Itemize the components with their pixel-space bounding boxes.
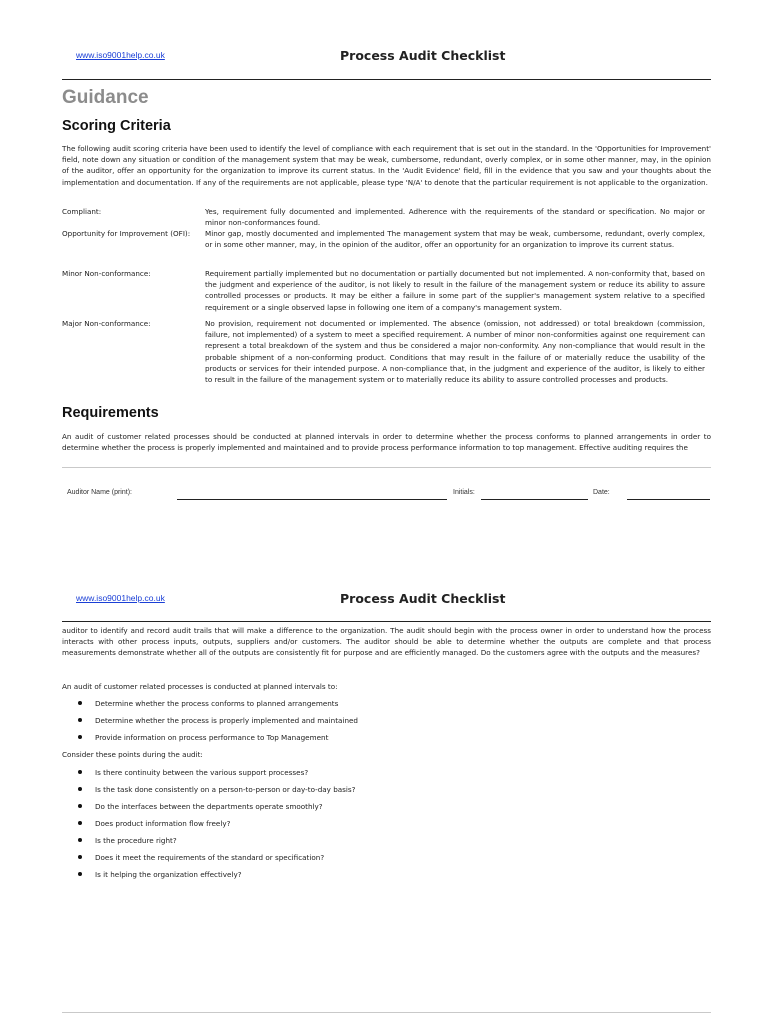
footer-divider — [62, 1012, 711, 1013]
website-link[interactable]: www.iso9001help.co.uk — [76, 50, 165, 60]
initials-label: Initials: — [453, 489, 475, 496]
criteria-description: No provision, requirement not documented or implemented. The absence (omission, not addressed) or total breakdown (commission, failure, not implemented) of a system to meet a specified requirement. A number of minor non-conformities against one requirement can represent a total breakdown of the system and thus be considered a major non-conformity. Any non-compliance that would result in the probable shipment of a non-conforming product. Conditions that may result in the failure of or materially reduce the usability of the products or services for their intended purpose. A non-compliance that, in the judgment and experience of the auditor, is likely to either to result in the failure of the management system or to materially reduce its ability to assure controlled processes and products. — [205, 319, 705, 385]
criteria-term: Major Non-conformance: — [62, 319, 151, 328]
criteria-description: Minor gap, mostly documented and implemented The management system that may be weak, cumbersome, redundant, overly complex, or in some other manner, may, in the opinion of the auditor, offer an opportunity for an organization to improve its current status. — [205, 229, 705, 250]
list-item-text: Is the task done consistently on a person-to-person or day-to-day basis? — [95, 785, 356, 794]
list-item — [62, 732, 711, 749]
scoring-intro-paragraph: The following audit scoring criteria have been used to identify the level of compliance with each requirement that is set out in the standard. In the 'Opportunities for Improvement' field, note down any situation or condition of the management system that may be weak, cumbersome, redundant, overly complex, or in some other manner, may, in the opinion of the auditor, offer an opportunity for the organization to improve its current status. In the 'Audit Evidence' field, fill in the evidence that you saw and your thoughts about the implementation and documentation. If any of the requirements are not applicable, please type 'N/A' to denote that the particular requirement is not applicable to the organization. — [62, 144, 711, 187]
scoring-criteria-heading: Scoring Criteria — [62, 118, 171, 134]
list-item — [62, 801, 711, 818]
bullet-icon — [78, 821, 82, 825]
list-item — [62, 818, 711, 835]
list-item-text: Determine whether the process is properly implemented and maintained — [95, 716, 358, 725]
date-label: Date: — [593, 489, 610, 496]
list-item — [62, 784, 711, 801]
bullet-icon — [78, 735, 82, 739]
list-item — [62, 869, 711, 886]
auditor-name-label: Auditor Name (print): — [67, 489, 132, 496]
website-link[interactable]: www.iso9001help.co.uk — [76, 593, 165, 603]
guidance-heading: Guidance — [62, 87, 149, 108]
list-item-text: Is it helping the organization effectively? — [95, 870, 242, 879]
bullet-icon — [78, 701, 82, 705]
criteria-term: Minor Non-conformance: — [62, 269, 151, 278]
requirements-paragraph: An audit of customer related processes should be conducted at planned intervals in order to determine whether the process conforms to planned arrangements in order to determine whether the process is properly implemented and maintained and to provide process performance information to top management. Effective auditing requires the — [62, 432, 711, 453]
initials-field[interactable] — [481, 499, 588, 500]
list-item-text: Does product information flow freely? — [95, 819, 231, 828]
audit-objectives-list — [62, 698, 711, 749]
list-item-text: Determine whether the process conforms to planned arrangements — [95, 699, 339, 708]
list-item — [62, 698, 711, 715]
list-item — [62, 852, 711, 869]
criteria-term: Compliant: — [62, 207, 102, 216]
consider-list-intro: Consider these points during the audit: — [62, 750, 203, 759]
list-item-text: Do the interfaces between the departments operate smoothly? — [95, 802, 323, 811]
footer-divider — [62, 467, 711, 468]
criteria-term: Opportunity for Improvement (OFI): — [62, 229, 191, 238]
requirements-heading: Requirements — [62, 405, 159, 421]
date-field[interactable] — [627, 499, 710, 500]
list-item — [62, 715, 711, 732]
criteria-description: Yes, requirement fully documented and implemented. Adherence with the requirements of the standard or specification. No major or minor non-conformances found. — [205, 207, 705, 228]
list-item-text: Is the procedure right? — [95, 836, 177, 845]
bullet-icon — [78, 787, 82, 791]
list-item-text: Is there continuity between the various support processes? — [95, 768, 309, 777]
bullet-icon — [78, 804, 82, 808]
list-item — [62, 767, 711, 784]
list-item-text: Does it meet the requirements of the standard or specification? — [95, 853, 325, 862]
header-divider — [62, 621, 711, 622]
header-divider — [62, 79, 711, 80]
consider-points-list — [62, 767, 711, 886]
bullet-icon — [78, 838, 82, 842]
requirements-continued-paragraph: auditor to identify and record audit trails that will make a difference to the organization. The audit should begin with the process owner in order to understand how the process interacts with other process inputs, outputs, suppliers and/or customers. The auditor should be able to determine whether the outputs are complete and that process measurements demonstrate whether all of the outputs are consistently fit for purpose and are efficiently managed. Do the customers agree with the outputs and the measures? — [62, 626, 711, 658]
list-item — [62, 835, 711, 852]
bullet-icon — [78, 855, 82, 859]
auditor-name-field[interactable] — [177, 499, 447, 500]
criteria-description: Requirement partially implemented but no documentation or partially documented but not implemented. A non-conformity that, based on the judgment and experience of the auditor, is not likely to result in the failure of the management system or reduce its ability to assure controlled processes or products. It may be either a failure in some part of the supplier's management system relative to a specified requirement or a single observed lapse in following one item of a company's management system. — [205, 269, 705, 312]
page-2 — [0, 540, 768, 1024]
bullet-icon — [78, 770, 82, 774]
bullet-icon — [78, 718, 82, 722]
document-title: Process Audit Checklist — [340, 48, 506, 63]
bullet-icon — [78, 872, 82, 876]
audit-list-intro: An audit of customer related processes is conducted at planned intervals to: — [62, 682, 338, 691]
document-title: Process Audit Checklist — [340, 591, 506, 606]
list-item-text: Provide information on process performance to Top Management — [95, 733, 329, 742]
